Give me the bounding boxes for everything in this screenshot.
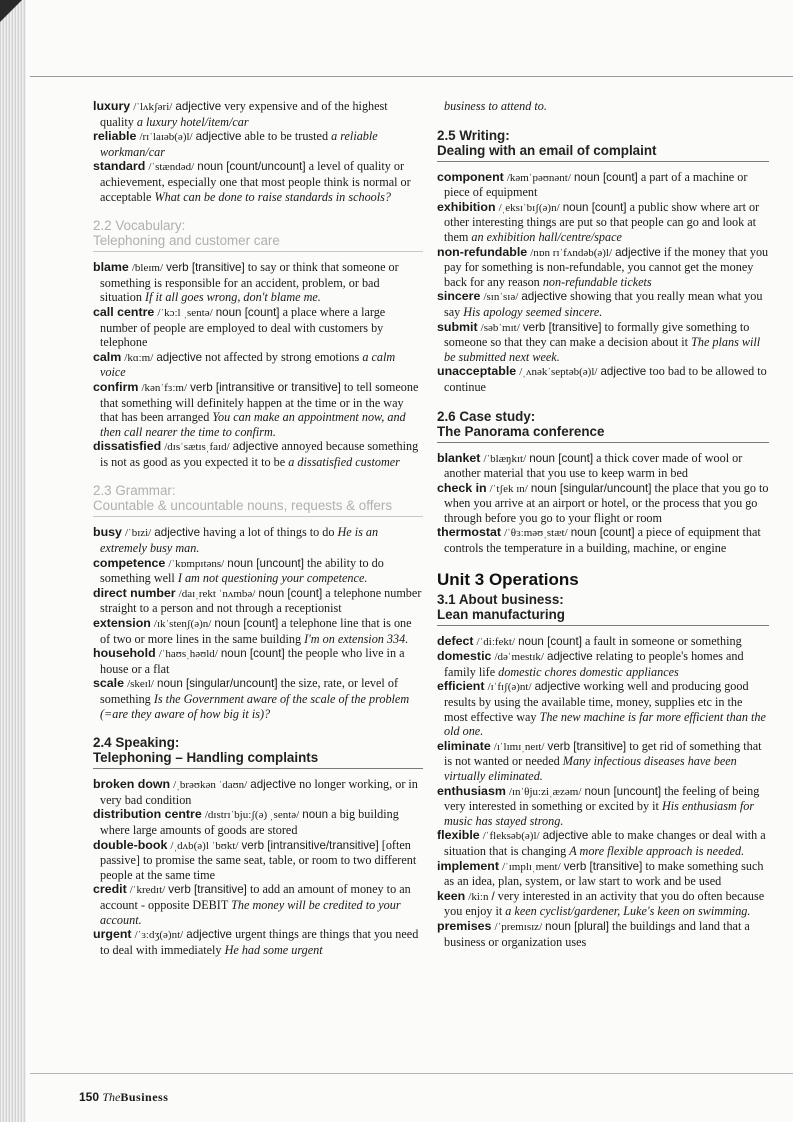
pronunciation: /sɪnˈsɪə/ [483,291,519,304]
part-of-speech: noun [count] [573,170,638,184]
glossary-entry [437,451,769,481]
entries-2-6 [437,451,769,556]
part-of-speech: noun [count] [562,200,627,214]
entries-2-2 [93,260,423,469]
entries-2-4 [93,777,423,957]
headword: eliminate [437,738,491,753]
headword: thermostat [437,525,502,540]
headword: efficient [437,679,485,694]
headword: component [437,169,504,184]
section-rule [93,768,423,769]
section-rule [437,442,769,443]
glossary-entry [93,159,423,204]
section-number: 2.4 Speaking: [93,735,180,751]
part-of-speech: adjective [186,928,233,942]
example: The plans will be submitted next week. [444,335,761,364]
headword: household [93,646,156,661]
pronunciation: /ɪˈfɪʃ(ə)nt/ [487,681,532,694]
headword: competence [93,555,166,570]
definition: showing that you really mean what you say [444,289,763,319]
part-of-speech: adjective [542,829,589,843]
glossary-entry [437,320,769,365]
glossary-entry [93,305,423,350]
entries-unit-2-intro [93,99,423,204]
part-of-speech: verb [transitive] [547,739,627,753]
part-of-speech: noun [singular/uncount] [530,481,652,495]
example: He had some urgent [224,942,323,957]
section-rule [93,251,423,252]
example: He is an extremely busy man. [100,525,379,556]
glossary-entry [93,99,423,129]
section-number: 3.1 About business: [437,591,564,607]
headword: broken down [93,777,171,792]
headword: enthusiasm [437,783,506,798]
definition: able to make changes or deal with a situation that is changing [444,828,766,858]
pronunciation: /dɪsˈsætɪsˌfaɪd/ [164,441,230,454]
pronunciation: /ˈblæŋkɪt/ [483,452,527,465]
section-2-3-heading [93,483,423,517]
section-title: Lean manufacturing [437,606,565,622]
headword: non-refundable [437,244,528,259]
part-of-speech: noun [302,808,329,822]
glossary-entry [437,481,769,526]
definition: a thick cover made of wool or another material that you use to keep warm in bed [444,450,743,481]
headword: domestic [437,649,492,664]
pronunciation: /ˈlʌkʃəri/ [133,101,173,113]
definition: no longer working, or in very bad condition [100,777,418,807]
part-of-speech: adjective [521,290,568,304]
logo-business: Business [120,1090,169,1104]
glossary-entry [437,784,769,829]
part-of-speech: adjective [175,100,222,113]
definition: a piece of equipment that controls the temperature in a building, machine, or engine [444,525,761,556]
section-number: 2.5 Writing: [437,127,510,143]
headword: calm [93,349,122,364]
pronunciation: /səbˈmɪt/ [480,321,520,334]
pronunciation: /rɪˈlaɪəb(ə)l/ [139,131,193,144]
pronunciation: /kiːn [468,890,489,903]
part-of-speech: adjective [250,778,297,792]
headword: direct number [93,585,176,600]
glossary-entry [437,919,769,949]
part-of-speech: adjective [615,245,661,259]
definition: very interested in an activity that you do often because you enjoy it [444,888,765,919]
example: A more flexible approach is needed. [569,843,745,858]
pronunciation: /ˌdʌb(ə)l ˈbʊkt/ [170,839,239,852]
glossary-entry [437,649,769,679]
pronunciation: /ˈkɒmpɪtəns/ [168,557,225,570]
glossary-entry [93,556,423,586]
definition: a big building where large amounts of goods are stored [100,807,399,837]
definition: the place that you go to when you arrive at an airport or hotel, or the process that you go through before you go to your flight or room [444,480,769,525]
definition: the feeling of being very interested in something or excited by it [444,783,760,814]
part-of-speech: verb [transitive] [168,883,247,897]
example: If it all goes wrong, don't blame me. [145,290,321,305]
pronunciation: /ˈɪmplɪˌment/ [502,860,561,873]
page-binding-edge [0,0,26,1122]
definition: working well and producing good results by using the available time, money, supplies etc in the most effective way [444,679,749,724]
pronunciation: /dɪstrɪˈbjuːʃ(ə) ˌsentə/ [204,809,300,822]
definition: a fault in someone or something [584,633,742,648]
definition: the people who live in a house or a flat [100,646,405,676]
glossary-entry [93,807,423,837]
glossary-entry [93,260,423,305]
definition: not affected by strong emotions [205,349,360,364]
part-of-speech: verb [transitive] [563,859,643,873]
headword: submit [437,319,478,334]
pronunciation: /ˈθɜːməʊˌstæt/ [504,527,568,540]
headword: scale [93,676,125,691]
headword: dissatisfied [93,439,162,454]
headword: credit [93,882,127,897]
part-of-speech: noun [count] [220,647,285,661]
glossary-entry [93,882,423,927]
part-of-speech: noun [count] [214,617,279,631]
part-of-speech: noun [count/uncount] [197,160,306,174]
definition: urgent things are things that you need to deal with immediately [100,927,419,957]
pronunciation: /kɑːm/ [124,351,154,364]
section-2-6-heading [437,409,769,443]
example: a calm voice [100,349,396,380]
glossary-entry [93,676,423,721]
glossary-entry [437,525,769,555]
headword: luxury [93,99,131,113]
example: You can make an appointment now, and then call nearer the time to confirm. [100,410,406,439]
page-corner-mark [0,0,22,22]
pronunciation: /ˈkɔːl ˌsentə/ [157,306,213,319]
pronunciation: /ˈstændəd/ [148,161,195,174]
glossary-entry [93,380,423,439]
headword: exhibition [437,199,496,214]
glossary-entry [437,739,769,784]
glossary-entry [437,364,769,394]
headword: blame [93,260,129,275]
section-rule [437,625,769,626]
part-of-speech: adjective [232,440,279,454]
section-number: 2.2 Vocabulary: [93,218,186,234]
glossary-entry [437,289,769,319]
glossary-entry [437,245,769,290]
glossary-entry [93,439,423,469]
part-of-speech: noun [plural] [545,919,609,933]
pronunciation: /ˈɜːdʒ(ə)nt/ [134,929,184,942]
section-title: Telephoning – Handling complaints [93,750,319,766]
headword: busy [93,525,122,540]
left-column [93,99,423,957]
bottom-rule [30,1073,793,1074]
example: What can be done to raise standards in schools? [154,189,391,204]
glossary-entry [93,927,423,957]
section-title: Dealing with an email of complaint [437,142,657,158]
pronunciation: /bleɪm/ [131,262,164,275]
part-of-speech: noun [count] [529,451,594,465]
headword: premises [437,918,492,933]
pronunciation: /kənˈfɜːm/ [141,381,188,394]
example: The money will be credited to your account. [100,897,401,927]
definition: a place where a large number of people are employed to deal with customers by telephone [100,304,386,350]
example: The new machine is far more efficient than the old one. [444,709,766,739]
definition: if the money that you pay for something is non-refundable, you cannot get the money back for any reason [444,244,769,289]
pronunciation: /ˈbɪzi/ [124,527,152,540]
definition: to make something such as an idea, plan, system, or law start to work and be used [444,858,764,889]
headword: standard [93,159,146,174]
glossary-entry [437,859,769,889]
part-of-speech: verb [transitive] [522,320,602,334]
section-title: Countable & uncountable nouns, requests & offers [93,498,393,514]
definition: relating to people's homes and family life [444,649,744,679]
pronunciation: /ˈhaʊsˌhəʊld/ [158,648,218,661]
pronunciation: /ˈkredɪt/ [129,884,166,897]
pronunciation: /ˌʌnəkˈseptəb(ə)l/ [519,366,598,379]
headword: keen [437,888,466,903]
section-rule [437,161,769,162]
logo-the: The [102,1090,121,1104]
headword: reliable [93,129,137,144]
part-of-speech: noun [count] [215,305,280,319]
example: a reliable workman/car [100,129,378,159]
part-of-speech: noun [singular/uncount] [157,677,278,691]
glossary-entry [437,200,769,245]
part-of-speech: noun [uncount] [584,784,662,798]
headword: implement [437,858,499,873]
example: an exhibition hall/centre/space [471,229,622,244]
part-of-speech: adjective [600,365,647,379]
example: non-refundable tickets [542,274,652,289]
section-2-2-heading [93,218,423,252]
glossary-entry [93,525,423,555]
definition: too bad to be allowed to continue [444,364,767,394]
example: His enthusiasm for music has stayed strong. [444,799,755,828]
headword: call centre [93,304,155,319]
page-footer [79,1090,168,1105]
part-of-speech: adjective [534,680,581,694]
pronunciation: /ɪnˈθjuːziˌæzəm/ [508,785,582,798]
example: Many infectious diseases have been virtually eliminated. [444,754,737,783]
section-title: Telephoning and customer care [93,233,280,249]
glossary-entry [93,616,423,646]
right-column [437,99,769,949]
glossary-entry [93,838,423,883]
section-number: 2.3 Grammar: [93,483,176,499]
headword: unacceptable [437,364,517,379]
definition: a part of a machine or piece of equipment [444,169,748,200]
pronunciation: /daɪˌrekt ˈnʌmbə/ [178,587,256,600]
glossary-entry [437,170,769,200]
part-of-speech: / [491,889,495,903]
pronunciation: /ɪkˈstenʃ(ə)n/ [153,618,212,631]
glossary-entry [93,646,423,676]
example: I'm on extension 334. [304,631,409,646]
definition: [often passive] to promise the same seat, table, or room to two different people at the same time [100,837,417,882]
headword: blanket [437,450,481,465]
example: I am not questioning your competence. [177,571,368,586]
section-rule [93,516,423,517]
definition: the ability to do something well [100,555,384,586]
pronunciation: /ˌeksɪˈbɪʃ(ə)n/ [498,201,560,214]
pronunciation: /ˌbrəʊkən ˈdaʊn/ [173,779,248,792]
example: a luxury hotel/item/car [136,114,249,129]
headword: distribution centre [93,807,202,822]
part-of-speech: verb [transitive] [166,261,245,275]
definition: able to be trusted [244,129,329,144]
glossary-entry [437,828,769,858]
definition: to formally give something to someone so that they can make a decision about it [444,319,750,350]
pronunciation: /ˈfleksəb(ə)l/ [482,830,540,843]
part-of-speech: noun [count] [518,634,582,648]
unit-title: Unit 3 Operations [437,569,579,589]
example: Is the Government aware of the scale of the problem (=are they aware of how big it is)? [100,692,410,721]
part-of-speech: adjective [195,130,242,144]
part-of-speech: noun [count] [258,586,323,600]
example: a keen cyclist/gardener, Luke's keen on swimming. [505,904,751,919]
part-of-speech: adjective [154,526,201,540]
definition: to add an amount of money to an account - opposite DEBIT [100,882,411,912]
definition: the size, rate, or level of something [100,676,399,706]
entries-3-1 [437,634,769,949]
glossary-entry [437,679,769,738]
entries-2-5 [437,170,769,395]
pronunciation: /skeɪl/ [127,678,154,691]
part-of-speech: adjective [156,350,203,364]
definition: a level of quality or achievement, especially one that most people think is normal or acceptable [100,159,411,204]
top-rule [30,76,793,77]
glossary-entry [93,586,423,616]
example: domestic chores domestic appliances [498,664,679,679]
headword: extension [93,616,151,631]
headword: defect [437,633,474,648]
glossary-entry [437,634,769,650]
definition: having a lot of things to do [203,525,335,540]
glossary-entry [93,129,423,159]
pronunciation: /nɒn rɪˈfʌndəb(ə)l/ [530,246,613,259]
part-of-speech: noun [uncount] [227,556,304,570]
continued-example: business to attend to. [444,99,547,113]
headword: double-book [93,837,168,852]
headword: confirm [93,379,139,394]
pronunciation: /ˈtʃek ɪn/ [489,482,528,495]
section-2-4-heading [93,735,423,769]
definition: very expensive and of the highest quality [100,99,388,129]
pronunciation: /ɪˈlɪmɪˌneɪt/ [493,740,545,753]
entries-2-3 [93,525,423,721]
headword: flexible [437,828,480,843]
definition: the buildings and land that a business or organization uses [444,918,750,949]
example: His apology seemed sincere. [463,304,603,319]
definition: to say or think that someone or something is responsible for an accident, problem, or bad situation [100,260,399,305]
definition: a public show where art or other interesting things are put so that people can go and look at them [444,199,760,244]
glossary-entry [437,889,769,919]
section-2-5-heading [437,128,769,162]
part-of-speech: noun [count] [570,526,635,540]
headword: urgent [93,927,132,942]
pronunciation: /ˈdiːfekt/ [476,635,516,648]
definition: to tell someone that something will definitely happen at the time or in the way that has been arranged [100,379,419,425]
pronunciation: /dəˈmestɪk/ [494,651,544,664]
glossary-entry [93,777,423,807]
pronunciation: /kəmˈpəʊnənt/ [506,171,571,184]
definition: to get rid of something that is not wanted or needed [444,738,762,769]
section-3-1-heading [437,592,769,626]
part-of-speech: verb [intransitive/transitive] [241,838,379,852]
example: a dissatisfied customer [288,454,400,469]
definition: annoyed because something is not as good as you expected it to be [100,439,419,469]
definition: a telephone number straight to a person and not through a receptionist [100,585,422,616]
pronunciation: /ˈpremɪsɪz/ [494,920,543,933]
part-of-speech: verb [intransitive or transitive] [190,380,341,394]
headword: sincere [437,289,481,304]
definition: a telephone line that is one of two or more lines in the same building [100,616,412,646]
glossary-entry [93,350,423,380]
section-number: 2.6 Case study: [437,408,536,424]
section-title: The Panorama conference [437,423,605,439]
part-of-speech: adjective [547,650,593,664]
page-number: 150 [79,1090,100,1104]
headword: check in [437,480,487,495]
